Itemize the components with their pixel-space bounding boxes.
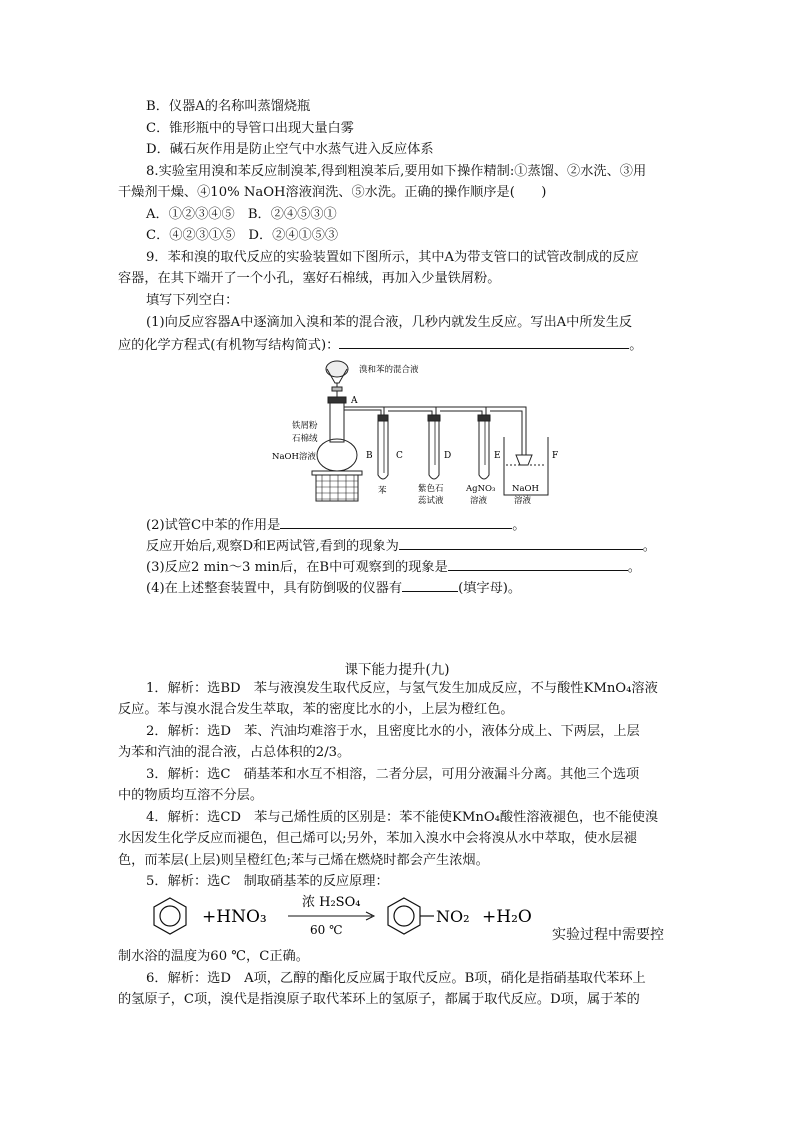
answer-blank[interactable] [399,536,643,550]
answer-4-line3: 色，而苯层(上层)则呈橙红色;苯与己烯在燃烧时都会产生浓烟。 [118,853,489,868]
q9-stem-line2: 容器，在其下端开了一个小孔，塞好石棉绒，再加入少量铁屑粉。 [118,271,501,286]
answer-4-line1: 4．解析：选CD 苯与己烯性质的区别是：苯不能使KMnO₄酸性溶液褪色，也不能使溴 [146,810,659,825]
answer-6-line2: 的氢原子，C项，溴代是指溴原子取代苯环上的氢原子，都属于取代反应。D项，属于苯的 [118,992,640,1007]
answer-blank[interactable] [280,515,512,529]
figure-label-mixture: 溴和苯的混合液 [359,365,419,375]
figure-label-iron: 铁屑粉 [292,421,318,431]
q9-part2-line2 [146,536,656,556]
q9-part1-line1: (1)向反应容器A中逐滴加入溴和苯的混合液，几秒内就发生反应。写出A中所发生反 [146,315,633,330]
condition-temp: 60 ℃ [310,923,343,937]
figure-label-naoh-left: NaOH溶液 [272,452,316,462]
answer-6-line1: 6．解析：选D A项，乙醇的酯化反应属于取代反应。B项，硝化是指硝基取代苯环上 [146,971,646,986]
nitration-equation [150,890,570,944]
q9-part1-line2 [118,335,642,355]
answer-blank[interactable] [339,335,629,349]
figure-label-asbestos: 石棉绒 [292,434,318,444]
q8-stem-line2: 干燥剂干燥、④10% NaOH溶液润洗、⑤水洗。正确的操作顺序是( ) [118,185,547,200]
q9-part3-text: (3)反应2 min～3 min后，在B中可观察到的现象是 [146,560,448,575]
answer-5-line2: 实验过程中需要控 [552,927,664,943]
period: 。 [629,338,643,353]
q9-part2-text2: 反应开始后,观察D和E两试管,看到的现象为 [146,539,399,554]
figure-label-f: F [552,451,559,461]
q9-part2-line1 [146,515,525,535]
figure-label-c: C [396,451,403,461]
figure-label-litmus-2: 蕊试液 [418,496,444,506]
period: 。 [627,560,641,575]
figure-label-a: A [351,396,358,406]
answer-3-line2: 中的物质均互溶不分层。 [118,788,264,803]
option-7c: C．锥形瓶中的导管口出现大量白雾 [146,121,354,136]
figure-label-benzene: 苯 [378,486,387,496]
figure-label-agno3-2: 溶液 [470,496,488,506]
condition-acid: 浓 H₂SO₄ [302,895,361,910]
figure-label-litmus-1: 紫色石 [418,484,444,494]
period: 。 [642,539,656,554]
answer-3-line1: 3．解析：选C 硝基苯和水互不相溶，二者分层，可用分液漏斗分离。其他三个选项 [146,767,640,782]
q8-options-cd: C．④②③①⑤ D．②④①⑤③ [146,228,339,243]
option-7b: B．仪器A的名称叫蒸馏烧瓶 [146,99,311,114]
figure-label-naoh-r2: 溶液 [514,496,532,506]
period: 。 [512,518,526,533]
figure-label-naoh-r1: NaOH [512,484,539,494]
option-7d: D．碱石灰作用是防止空气中水蒸气进入反应体系 [146,142,434,157]
q8-stem-line1: 8.实验室用溴和苯反应制溴苯,得到粗溴苯后,要用如下操作精制:①蒸馏、②水洗、③用 [146,164,647,179]
q9-part4-text: (4)在上述整套装置中，具有防倒吸的仪器有 [146,581,403,596]
reactant-hno3: +HNO₃ [202,907,267,927]
figure-label-b: B [366,451,373,461]
answer-5-line3: 制水浴的温度为60 ℃，C正确。 [118,949,309,964]
answer-2-line2: 为苯和汽油的混合液，占总体积的2/3。 [118,745,351,760]
q9-part3 [146,557,641,577]
answer-5-line1: 5．解析：选C 制取硝基苯的反应原理： [146,874,389,889]
q9-fill-prompt: 填写下列空白： [146,293,239,308]
answer-blank[interactable] [402,578,458,592]
q9-part4 [146,578,521,598]
apparatus-figure [272,355,572,513]
q9-part2-text: (2)试管C中苯的作用是 [146,518,281,533]
figure-label-e: E [494,451,501,461]
figure-label-d: D [444,451,452,461]
figure-label-agno3-1: AgNO₃ [466,484,496,494]
nitrobenzene-ring-icon [388,898,434,934]
q8-options-ab: A．①②③④⑤ B．②④⑤③① [146,207,337,222]
answers-title: 课下能力提升(九) [344,662,450,678]
benzene-ring-icon [154,898,186,934]
answer-2-line1: 2．解析：选D 苯、汽油均难溶于水，且密度比水的小，液体分成上、下两层，上层 [146,724,640,739]
product-water: +H₂O [482,907,532,927]
answer-blank[interactable] [448,557,628,571]
answer-1-line2: 反应。苯与溴水混合发生萃取，苯的密度比水的小，上层为橙红色。 [118,702,514,717]
q9-stem-line1: 9．苯和溴的取代反应的实验装置如下图所示，其中A为带支管口的试管改制成的反应 [146,250,639,265]
answer-4-line2: 水因发生化学反应而褪色，但己烯可以;另外，苯加入溴水中会将溴从水中萃取，使水层褪 [118,831,637,846]
answer-1-line1: 1．解析：选BD 苯与液溴发生取代反应，与氢气发生加成反应，不与酸性KMnO₄溶液 [146,681,658,696]
q9-part1-text: 应的化学方程式(有机物写结构简式)： [118,338,340,353]
q9-part4-tail: (填字母)。 [458,581,522,596]
product-no2: NO₂ [436,907,470,926]
